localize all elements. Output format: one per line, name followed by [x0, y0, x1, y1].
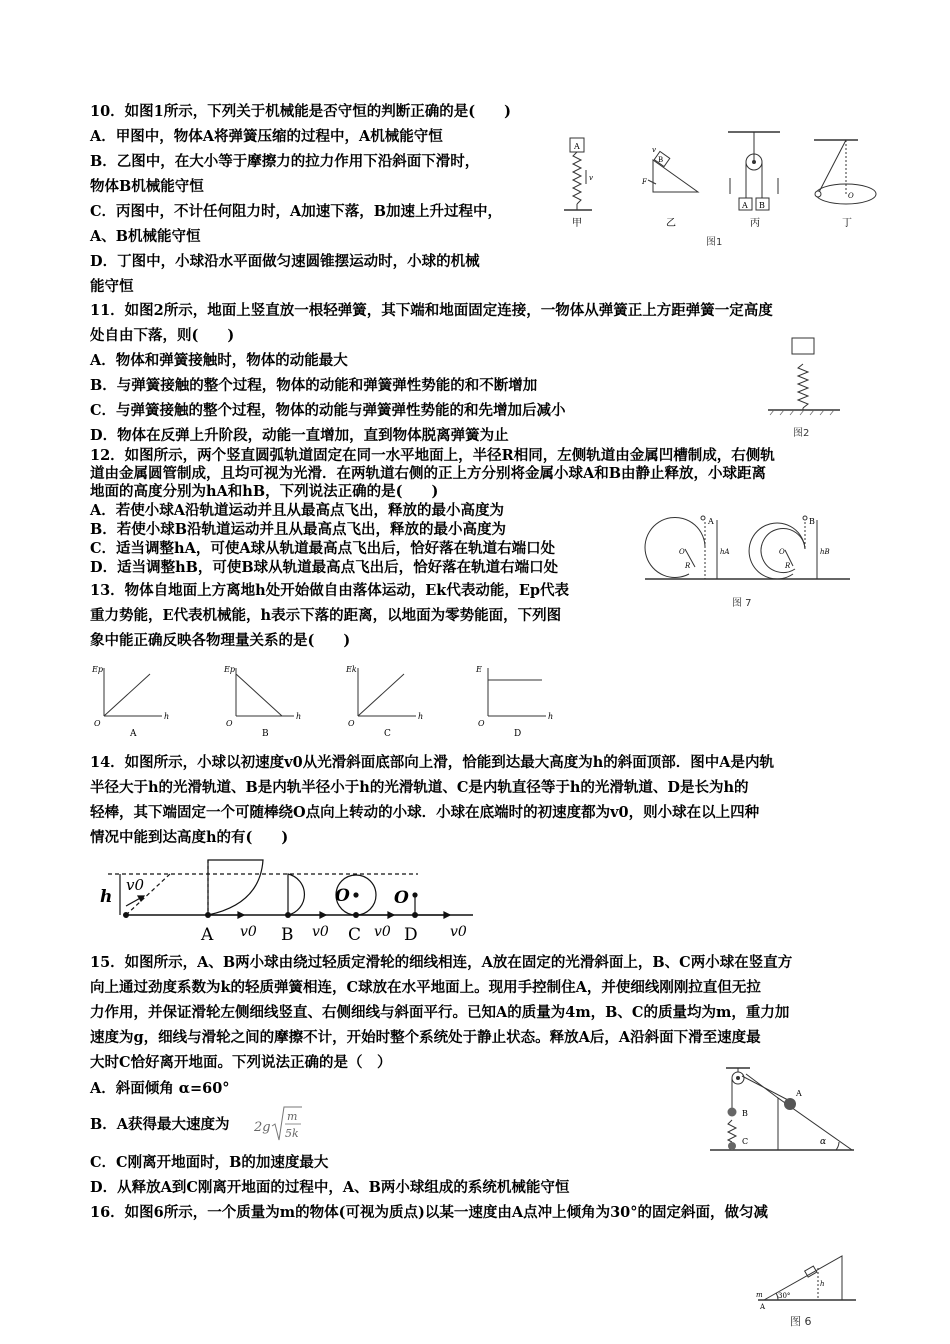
- q14-label-v0-B: v0: [312, 924, 329, 940]
- q13-graph-D-label: D: [514, 729, 522, 739]
- q15-formula-num: m: [287, 1110, 298, 1123]
- q13-graph-C-xlabel: h: [418, 712, 424, 721]
- q10-option-c-line2: A、B机械能守恒: [90, 228, 201, 245]
- q14-label-C: C: [348, 925, 362, 945]
- q12-option-b: B．若使小球B沿轨道运动并且从最高点飞出，释放的最小高度为: [90, 521, 507, 538]
- q14-label-D: D: [404, 925, 418, 945]
- q10-option-d-line2: 能守恒: [90, 278, 134, 295]
- q13-graph-A-ylabel: Ep: [92, 665, 103, 674]
- q12-option-a: A．若使小球A沿轨道运动并且从最高点飞出，释放的最小高度为: [90, 502, 504, 519]
- fig1-bing-B: B: [759, 201, 765, 210]
- q13-graphs: [90, 660, 570, 740]
- q15-fig-label-B: B: [742, 1109, 748, 1118]
- figure-2-caption: 图2: [793, 428, 810, 439]
- fig1-bing-A: A: [742, 201, 748, 210]
- fig1-yi-v: v: [652, 146, 656, 154]
- fig1-bing-diagram: [728, 132, 780, 210]
- figure-7-caption: 图 7: [732, 598, 752, 609]
- q10-option-c-line1: C．丙图中，不计任何阻力时，A加速下落，B加速上升过程中，: [90, 203, 503, 220]
- q11-option-c: C．与弹簧接触的整个过程，物体的动能与弹簧弹性势能的和先增加后减小: [90, 402, 566, 419]
- q14-label-v0-A: v0: [240, 924, 257, 940]
- q10-option-b-line1: B．乙图中，在大小等于摩擦力的拉力作用下沿斜面下滑时，: [90, 153, 480, 170]
- q14-stem-line1: 14．如图所示，小球以初速度v0从光滑斜面底部向上滑，恰能到达最大高度为h的斜面顶部．图中A是内轨: [90, 754, 774, 771]
- fig1-bing-label: 丙: [750, 218, 760, 229]
- fig6-label-m: m: [756, 1291, 763, 1299]
- q12-stem-line3: 地面的高度分别为hA和hB，下列说法正确的是( ): [90, 483, 439, 500]
- fig7-label-hB: hB: [820, 548, 830, 556]
- fig7-label-R-right: R: [785, 562, 791, 570]
- q11-stem-line1: 11．如图2所示，地面上竖直放一根轻弹簧，其下端和地面固定连接，一物体从弹簧正上方距弹簧一定高度: [90, 302, 773, 319]
- q13-graph-B-label: B: [262, 729, 269, 739]
- q14-stem-line3: 轻棒，其下端固定一个可随棒绕O点向上转动的小球．小球在底端时的初速度都为v0，则小球在以上四种: [90, 804, 760, 821]
- q15-fig-label-alpha: α: [820, 1137, 827, 1147]
- q15-option-c: C．C刚离开地面时，B的加速度最大: [90, 1154, 329, 1171]
- q13-graph-A-origin: O: [94, 719, 101, 728]
- fig1-yi-diagram: [648, 151, 698, 192]
- q14-stem-line4: 情况中能到达高度h的有( ): [90, 829, 289, 846]
- q13-graph-B-origin: O: [226, 719, 233, 728]
- fig7-label-O-right: O: [779, 548, 785, 556]
- figure-2: [760, 336, 850, 416]
- q15-formula-den: 5k: [285, 1127, 299, 1140]
- fig1-jia-A: A: [574, 142, 580, 151]
- q14-label-A: A: [201, 925, 214, 945]
- fig7-label-hA: hA: [720, 548, 730, 556]
- q15-figure: [706, 1064, 856, 1156]
- fig1-yi-B: B: [658, 156, 664, 164]
- fig7-label-R-left: R: [685, 562, 691, 570]
- q15-option-d: D．从释放A到C刚离开地面的过程中，A、B两小球组成的系统机械能守恒: [90, 1179, 570, 1196]
- figure-1-caption: 图1: [706, 237, 723, 248]
- q13-graph-D-origin: O: [478, 719, 485, 728]
- q13-stem-line2: 重力势能，E代表机械能，h表示下落的距离，以地面为零势能面，下列图: [90, 607, 562, 624]
- q13-graph-A-xlabel: h: [164, 712, 170, 721]
- q15-stem-line4: 速度为g，细线与滑轮之间的摩擦不计，开始时整个系统处于静止状态。释放A后，A沿斜面下滑至速度最: [90, 1029, 761, 1046]
- q13-graph-A-label: A: [130, 729, 137, 739]
- q13-graph-C-ylabel: Ek: [346, 665, 357, 674]
- q11-option-a: A．物体和弹簧接触时，物体的动能最大: [90, 352, 348, 369]
- q14-label-O-C: O: [335, 886, 350, 906]
- fig1-ding-label: 丁: [842, 218, 852, 229]
- q13-stem-line3: 象中能正确反映各物理量关系的是( ): [90, 632, 351, 649]
- q14-label-v0-C: v0: [374, 924, 391, 940]
- q14-label-B: B: [281, 925, 294, 945]
- q10-option-a: A．甲图中，物体A将弹簧压缩的过程中，A机械能守恒: [90, 128, 443, 145]
- q15-option-b: B．A获得最大速度为: [90, 1116, 230, 1133]
- q15-option-a: A．斜面倾角 α=60°: [90, 1080, 230, 1097]
- fig1-jia-label: 甲: [572, 218, 582, 229]
- q16-stem-line1: 16．如图6所示，一个质量为m的物体(可视为质点)以某一速度由A点冲上倾角为30°的固定斜面，做匀减: [90, 1204, 769, 1221]
- fig6-label-h: h: [820, 1280, 825, 1288]
- q13-graph-B-xlabel: h: [296, 712, 302, 721]
- q15-ball-C: [728, 1142, 736, 1150]
- fig7-label-A: A: [708, 517, 714, 526]
- q13-graph-D-ylabel: E: [476, 665, 482, 674]
- fig1-yi-label: 乙: [666, 218, 676, 229]
- q14-stem-line2: 半径大于h的光滑轨道、B是内轨半径小于h的光滑轨道、C是内轨直径等于h的光滑轨道、D是长为h的: [90, 779, 749, 796]
- q13-stem-line1: 13．物体自地面上方离地h处开始做自由落体运动，Ek代表动能，Ep代表: [90, 582, 570, 599]
- fig1-jia-v: v: [589, 174, 593, 182]
- q15-formula-coef: 2g: [254, 1120, 271, 1135]
- q15-formula: [254, 1104, 314, 1144]
- figure-6: [756, 1248, 866, 1310]
- q13-graph-C-origin: O: [348, 719, 355, 728]
- q13-graph-C-curve: [358, 674, 404, 716]
- q15-stem-line2: 向上通过劲度系数为k的轻质弹簧相连，C球放在水平地面上。现用手控制住A，并使细线刚刚拉直但无拉: [90, 979, 761, 996]
- q15-ball-A: [784, 1098, 796, 1110]
- fig7-label-O-left: O: [679, 548, 685, 556]
- q10-option-b-line2: 物体B机械能守恒: [90, 178, 204, 195]
- q11-option-d: D．物体在反弹上升阶段，动能一直增加，直到物体脱离弹簧为止: [90, 427, 509, 444]
- q15-fig-label-C: C: [742, 1137, 749, 1146]
- figure-6-caption: 图 6: [790, 1315, 812, 1328]
- q12-option-c: C．适当调整hA，可使A球从轨道最高点飞出后，恰好落在轨道右端口处: [90, 540, 556, 557]
- q12-stem-line1: 12．如图所示，两个竖直圆弧轨道固定在同一水平地面上，半径R相同，左侧轨道由金属凹槽制成，右侧轨: [90, 447, 775, 464]
- fig7-label-B: B: [809, 517, 815, 526]
- fig1-ding-O: O: [848, 192, 854, 200]
- q13-graph-A-curve: [104, 674, 150, 716]
- q12-option-d: D．适当调整hB，可使B球从轨道最高点飞出后，恰好落在轨道右端口处: [90, 559, 559, 576]
- q15-ball-B: [728, 1108, 737, 1117]
- q13-graph-C-label: C: [384, 729, 391, 739]
- q15-stem-line1: 15．如图所示，A、B两小球由绕过轻质定滑轮的细线相连，A放在固定的光滑斜面上，B、C两小球在竖直方: [90, 954, 793, 971]
- q13-graph-B-curve: [236, 674, 282, 716]
- q12-stem-line2: 道由金属圆管制成，且均可视为光滑．在两轨道右侧的正上方分别将金属小球A和B由静止释放，小球距离: [90, 465, 767, 482]
- fig6-label-A: A: [760, 1303, 766, 1311]
- figure-1: [558, 130, 868, 250]
- q10-stem: 10．如图1所示，下列关于机械能是否守恒的判断正确的是( ): [90, 103, 511, 120]
- fig1-ding-diagram: [814, 140, 876, 204]
- q15-stem-line5: 大时C恰好离开地面。下列说法正确的是（ ）: [90, 1054, 392, 1071]
- q13-graph-B-ylabel: Ep: [224, 665, 235, 674]
- q13-graph-D-xlabel: h: [548, 712, 554, 721]
- fig1-yi-F: F: [642, 178, 647, 186]
- q14-label-v0-D: v0: [450, 924, 467, 940]
- fig6-label-angle: 30°: [778, 1292, 791, 1300]
- q14-label-O-D: O: [394, 888, 409, 908]
- q14-figure: [98, 856, 478, 946]
- q11-stem-line2: 处自由下落，则( ): [90, 327, 235, 344]
- q14-label-h: h: [100, 887, 113, 907]
- q15-fig-label-A: A: [796, 1089, 802, 1098]
- q14-label-v0-start: v0: [126, 876, 145, 894]
- q11-option-b: B．与弹簧接触的整个过程，物体的动能和弹簧弹性势能的和不断增加: [90, 377, 538, 394]
- figure-7: [645, 512, 855, 587]
- q15-stem-line3: 力作用，并保证滑轮左侧细线竖直、右侧细线与斜面平行。已知A的质量为4m，B、C的质量均为m，重力加: [90, 1004, 790, 1021]
- q10-option-d-line1: D．丁图中，小球沿水平面做匀速圆锥摆运动时，小球的机械: [90, 253, 480, 270]
